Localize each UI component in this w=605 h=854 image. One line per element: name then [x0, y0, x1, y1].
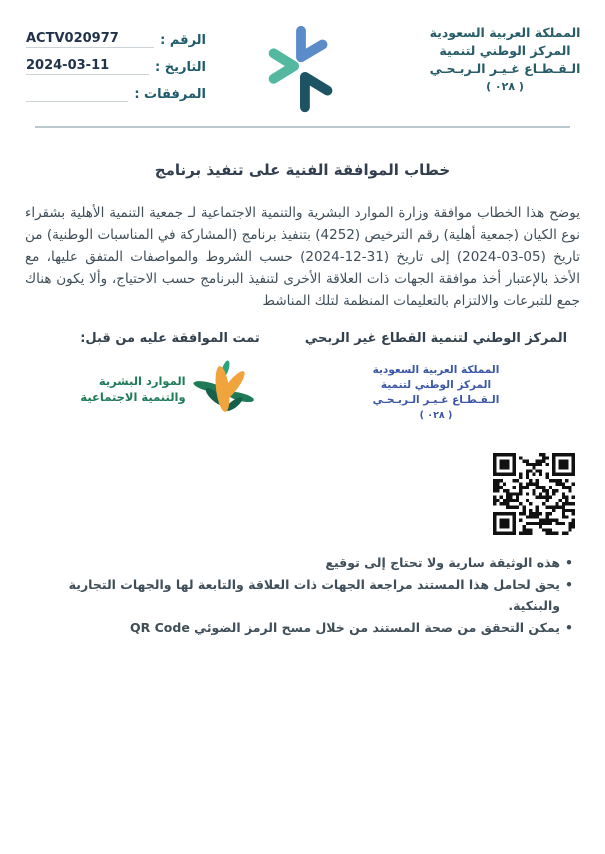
qr-code — [493, 453, 575, 535]
stamp-code: ( ٠٢٨ ) — [419, 410, 453, 421]
notes-list — [30, 552, 575, 638]
note-item: • يحق لحامل هذا المستند مراجعة الجهات ذات العلاقة والتابعة لها والجهات التجارية والبنكية. — [30, 574, 575, 616]
stamp-line: الـقـطـاع غـيـر الـربـحـي — [372, 394, 500, 406]
org-header-block — [419, 24, 591, 96]
ministry-name-line: الموارد البشرية — [98, 374, 186, 388]
date-value: 2024-03-11 — [26, 57, 149, 75]
header-divider — [35, 126, 570, 128]
org-header-code: ( ٠٢٨ ) — [486, 80, 524, 93]
note-item: • يمكن التحقق من صحة المستند من خلال مسح الرمز الضوئي QR Code — [30, 617, 575, 638]
letter-body: يوضح هذا الخطاب موافقة وزارة الموارد البشرية والتنمية الاجتماعية لـ جمعية التنمية الأهلية بشقراء نوع الكيان (جمعية أهلية) رقم الترخيص (4252) بتنفيذ برنامج (المشاركة في المناسبات الوطنية) من تاريخ (05-03-2024) إلى تاريخ (31-12-2024) حسب الشروط والمواصفات المتفق عليها، مع الأخذ بالإعتبار أخذ موافقة الجهات ذات العلاقة الأخرى لتنفيذ البرنامج حسب الاحتياج، وألا يكون هناك جمع للتبرعات والالتزام بالتعليمات المنظمة لتلك المناشط — [25, 205, 580, 309]
ncnp-column-header: المركز الوطني لتنمية القطاع غير الربحي — [304, 331, 568, 346]
ministry-logo-block — [52, 356, 288, 422]
number-label: الرقم : — [160, 33, 206, 48]
date-label: التاريخ : — [155, 60, 206, 75]
stamp-line: المملكة العربية السعودية — [372, 364, 500, 376]
ministry-name — [80, 373, 185, 405]
field-row-number — [26, 30, 206, 48]
note-item: • هذه الوثيقة سارية ولا تحتاج إلى توقيع — [30, 552, 575, 573]
approved-by-header: تمت الموافقة عليه من قبل: — [80, 331, 260, 346]
footer-notes — [30, 552, 575, 639]
org-header-line: المركز الوطني لتنمية — [439, 43, 571, 58]
ministry-palm-icon — [188, 356, 260, 422]
field-row-date — [26, 57, 206, 75]
org-header-line: المملكة العربية السعودية — [429, 25, 581, 40]
ministry-name-line: والتنمية الاجتماعية — [80, 390, 186, 404]
stamp-line: المركز الوطني لتنمية — [380, 379, 492, 391]
field-row-attachments — [26, 84, 206, 102]
attachments-label: المرفقات : — [134, 87, 206, 102]
number-value: ACTV020977 — [26, 30, 154, 48]
ncnp-logo-icon — [252, 20, 350, 120]
letter-title: خطاب الموافقة الفنية على تنفيذ برنامج — [154, 161, 451, 179]
attachments-value — [26, 84, 128, 102]
reference-fields — [26, 30, 206, 111]
ncnp-approval-column — [295, 331, 577, 423]
ncnp-stamp — [295, 363, 577, 423]
approved-by-column — [52, 331, 288, 422]
org-header-line: الـقـطـاع غـيـر الـربـحـي — [429, 61, 581, 76]
